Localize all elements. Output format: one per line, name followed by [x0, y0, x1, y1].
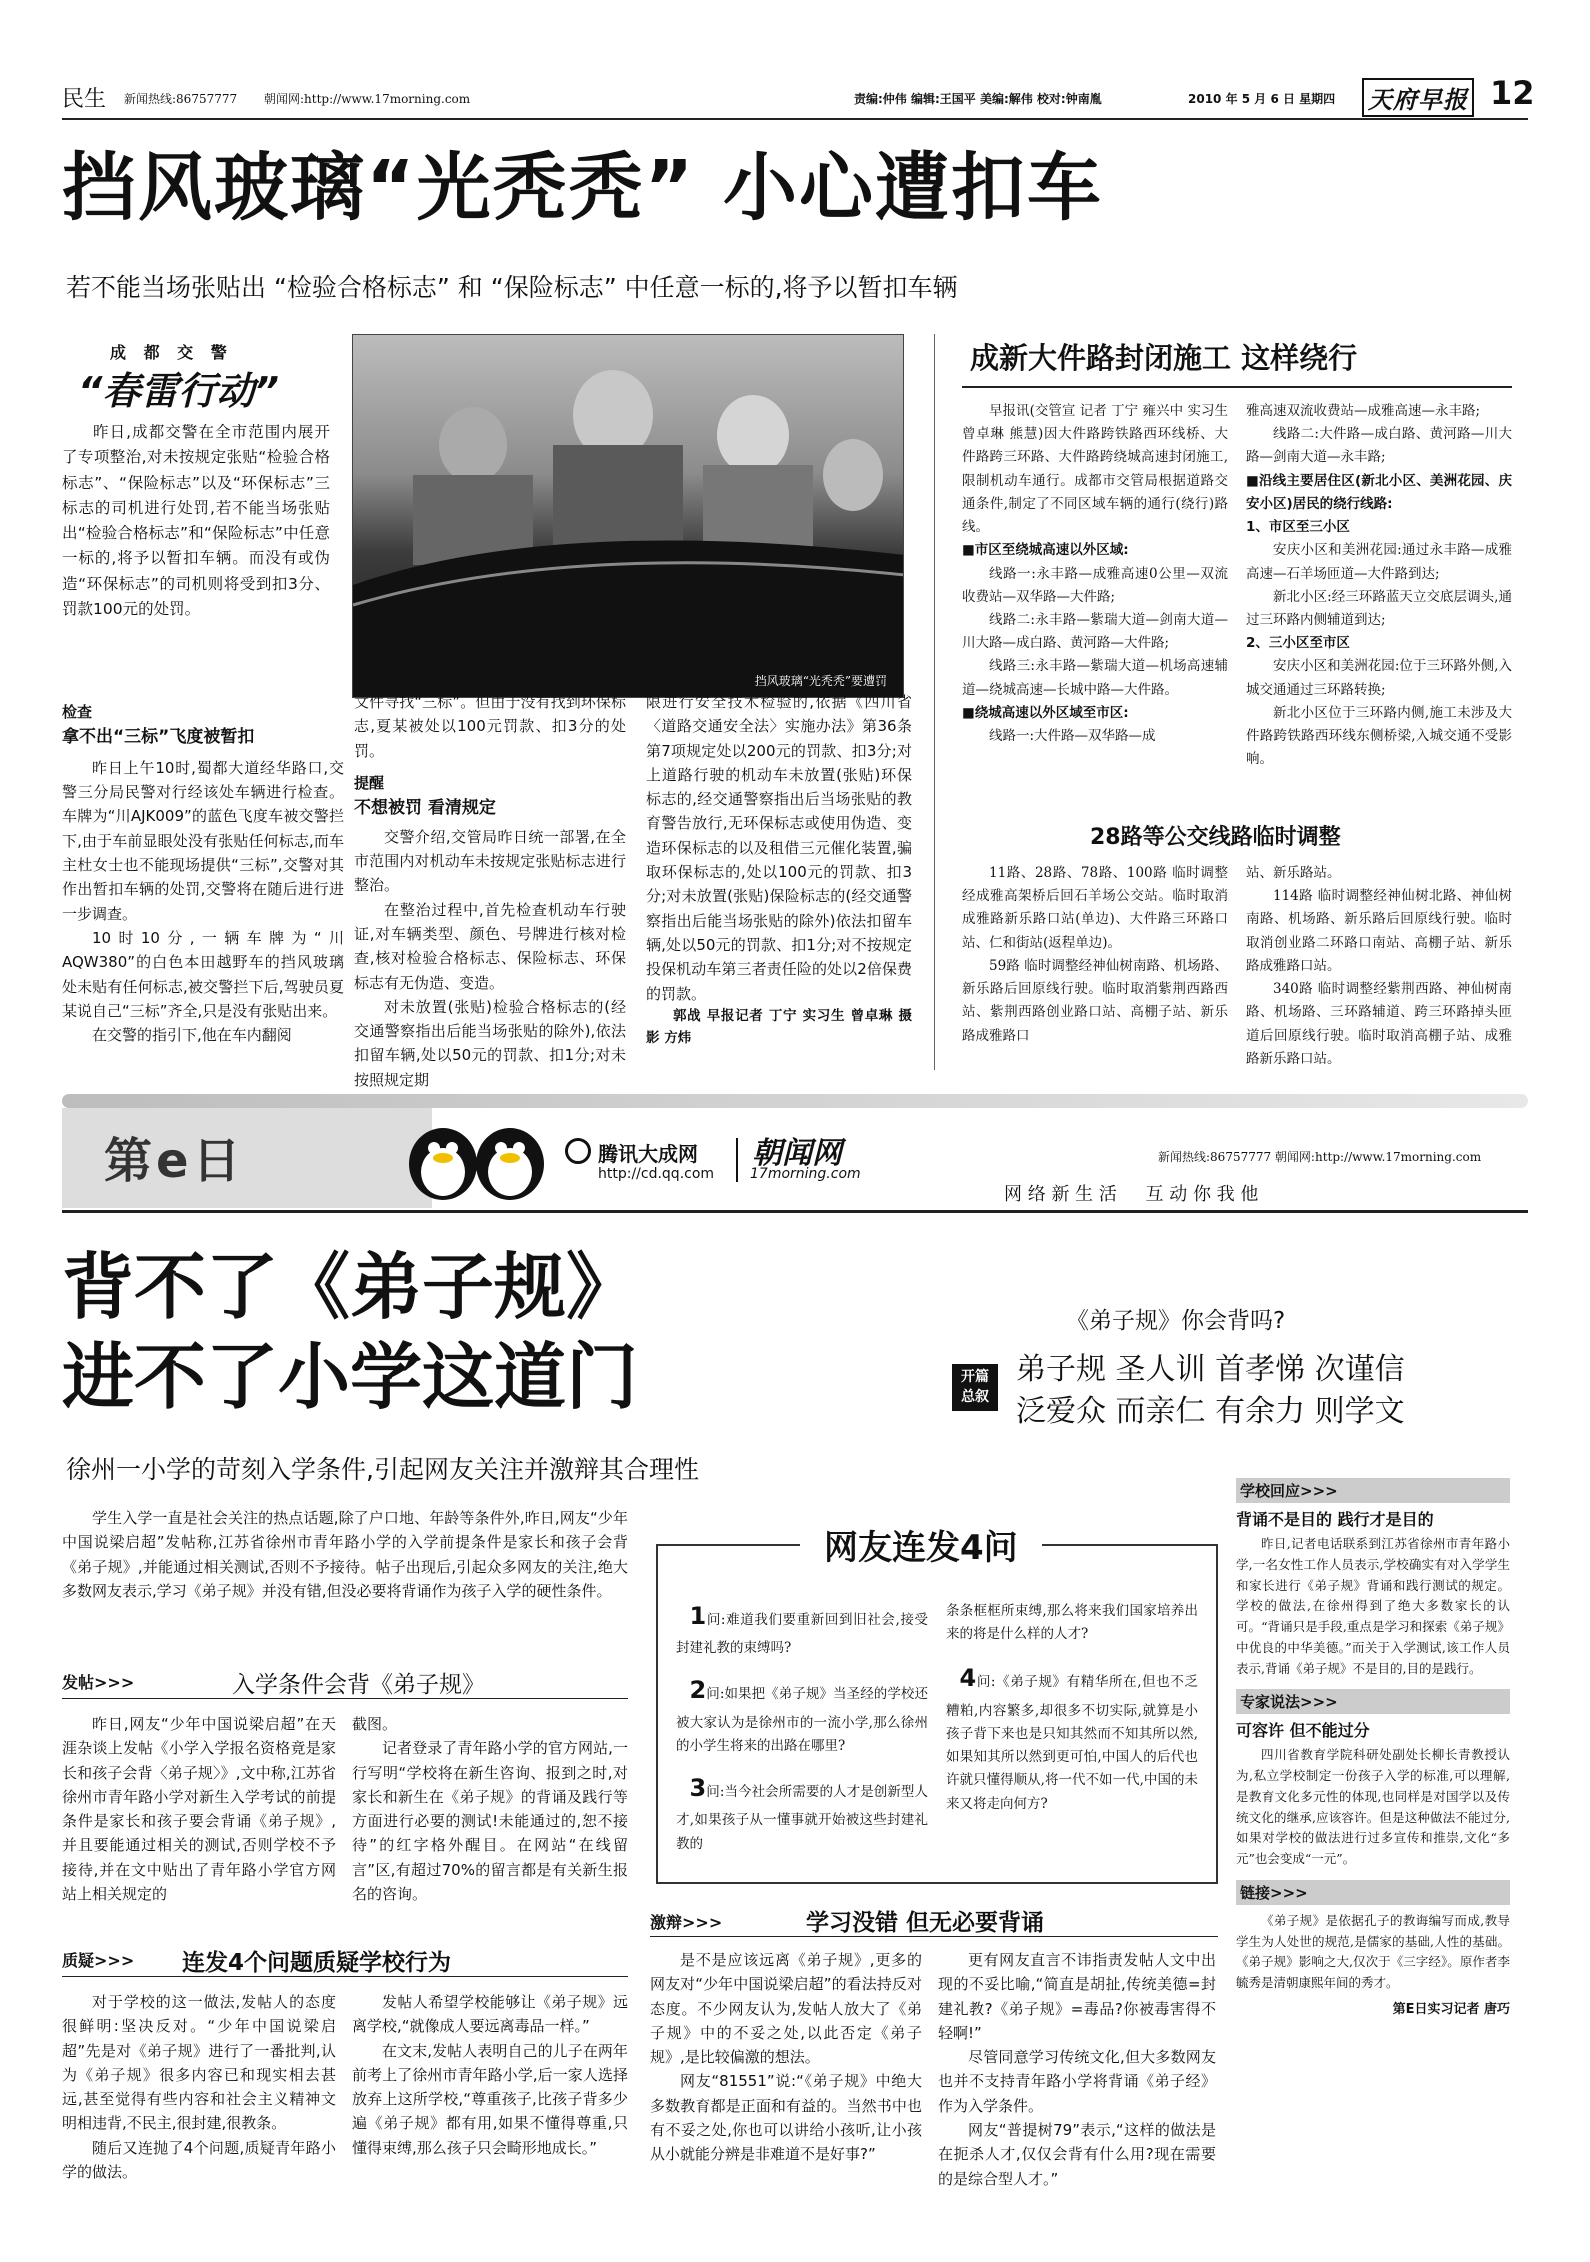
banner-stripe — [62, 1094, 1528, 1108]
side-link-tag: 链接>>> — [1236, 1880, 1510, 1905]
quiz-line-1: 弟子规 圣人训 首孝悌 次谨信 — [1016, 1352, 1405, 1387]
road-heading-2: ■绕城高速以外区域至市区: — [962, 704, 1129, 721]
road-col-1 — [962, 400, 1228, 748]
question-4-text: 问:《弟子规》有精华所在,但也不乏糟粕,内容繁多,却很多不切实际,就算是小孩子背下来也是只知其然而不知其所以然,如果知其所以然到更可怕,中国人的后代也许就只懂得顺从,将一代不如一代,中国的未来又将走向何方? — [946, 1674, 1198, 1812]
bottom-subhead: 徐州一小学的苛刻入学条件,引起网友关注并激辩其合理性 — [66, 1455, 699, 1484]
brand-logo — [104, 1122, 245, 1192]
remind-tag: 提醒 — [354, 773, 385, 792]
bottom-intro — [62, 1506, 628, 1603]
question-3-continued: 条条框框所束缚,那么将来我们国家培养出来的将是什么样的人才? — [946, 1603, 1198, 1643]
debate-para-1: 是不是应该远离《弟子规》,更多的网友对“少年中国说梁启超”的看法持反对态度。不少网友认为,发帖人放大了《弟子规》中的不妥之处,以此否定《弟子规》,是比较偏激的想法。 — [650, 1951, 922, 2067]
brand-text: 第e日 — [104, 1133, 245, 1189]
partner-url: http://cd.qq.com — [598, 1166, 715, 1182]
regulation-section — [646, 690, 912, 1050]
questions-col-2 — [946, 1600, 1198, 1816]
banner-hotline: 新闻热线:86757777 朝闻网:http://www.17morning.com — [1158, 1150, 1482, 1164]
road-heading-3: ■沿线主要居住区(新北小区、美洲花园、庆安小区)居民的绕行线路: — [1246, 472, 1512, 512]
side-school-text: 昨日,记者电话联系到江苏省徐州市青年路小学,一名女性工作人员表示,学校确实有对入学学生和家长进行《弟子规》背诵和践行测试的规定。学校的做法,在徐州得到了绝大多数家长的认可。“背诵只是手段,重点是学习和探索《弟子规》中优良的中华美德。”而关于入学测试,该工作人员表示,背诵《弟子规》不是目的,目的是践行。 — [1236, 1536, 1510, 1676]
penguin-icon — [398, 1110, 558, 1204]
question-1-number: 1 — [689, 1602, 707, 1630]
check-para-1: 昨日上午10时,蜀都大道经华路口,交警三分局民警对行经该处车辆进行检查。车牌为“川AJK009”的蓝色飞度车被交警拦下,由于车前显眼处没有张贴任何标志,而车主杜女士也不能现场提供“三标”,交警对其作出暂扣车辆的处罚,交警将在随后进行进一步调查。 — [62, 758, 344, 923]
q-col-1 — [62, 1990, 336, 2184]
q-para-1: 对于学校的这一做法,发帖人的态度很鲜明:坚决反对。“少年中国说梁启超”先是对《弟子规》进行了一番批判,认为《弟子规》很多内容已和现实相去甚远,甚至觉得有些内容和社会主义精神文明相违背,不民主,很封建,很教条。 — [62, 1993, 336, 2133]
check-para-2: 10时10分,一辆车牌为“川AQW380”的白色本田越野车的挡风玻璃处未贴有任何标志,被交警拦下后,驾驶员夏某说自己“三标”齐全,只是没有张贴出来。 — [62, 928, 344, 1020]
top-subhead: 若不能当场张贴出 “检验合格标志” 和 “保险标志” 中任意一标的,将予以暂扣车辆 — [66, 273, 958, 302]
page-number: 12 — [1490, 74, 1535, 112]
bus-para-5: 340路 临时调整经紫荆西路、神仙树南路、机场路、三环路辅道、跨三环路掉头匝道后回原线行驶。临时取消高棚子站、成雅路新乐路口站。 — [1246, 981, 1512, 1067]
post-col-1 — [62, 1712, 336, 1906]
partner2-url: 17morning.com — [750, 1166, 861, 1182]
page-header — [62, 70, 1535, 120]
road-closure-title: 成新大件路封闭施工 这样绕行 — [970, 341, 1358, 375]
partner-name: 腾讯大成网 — [598, 1142, 698, 1166]
debate-title: 学习没错 但无必要背诵 — [806, 1910, 1045, 1936]
quiz-tag: 开篇总叙 — [952, 1364, 998, 1411]
side-link-text: 《弟子规》是依据孔子的教诲编写而成,教导学生为人处世的规范,是儒家的基础,人性的基础。《弟子规》影响之大,仅次于《三字经》。原作者李毓秀是清朝康熙年间的秀才。 — [1236, 1912, 1510, 1990]
bottom-intro-text: 学生入学一直是社会关注的热点话题,除了户口地、年龄等条件外,昨日,网友“少年中国说梁启超”发帖称,江苏省徐州市青年路小学的入学前提条件是家长和孩子会背《弟子规》,并能通过相关测试,否则不予接待。帖子出现后,引起众多网友的关注,绝大多数网友表示,学习《弟子规》并没有错,但没必要将背诵作为孩子入学的硬性条件。 — [62, 1509, 628, 1600]
questions-col-1 — [676, 1596, 928, 1856]
q-para-2: 随后又连抛了4个问题,质疑青年路小学的做法。 — [62, 2138, 336, 2182]
question-3 — [676, 1768, 928, 1856]
bottom-headline-2: 进不了小学这道门 — [62, 1335, 639, 1419]
col2-para-2: 交警介绍,交管局昨日统一部署,在全市范围内对机动车未按规定张贴标志进行整治。 — [354, 827, 626, 895]
q-title: 连发4个问题质疑学校行为 — [182, 1950, 452, 1976]
header-editors: 责编:仲伟 编辑:王国平 美编:解伟 校对:钟南胤 — [854, 92, 1102, 106]
col3-para-1: 限进行安全技术检验的,依据《四川省〈道路交通安全法〉实施办法》第36条第7项规定处以200元的罚款、扣3分;对上道路行驶的机动车未放置(张贴)环保标志的,经交通警察指出后当场张贴的教育警告放行,无环保标志或使用伪造、变造环保标志的以及租借三元催化装置,骗取环保标志的,处以100元的罚款、扣3分;对未放置(张贴)保险标志的(经交通警察指出后能当场张贴的除外)依法扣留车辆,处以50元的罚款、扣1分;对不按规定投保机动车第三者责任险的处以2倍保费的罚款。 — [646, 693, 912, 1003]
road-line-9: 安庆小区和美洲花园:位于三环路外侧,入城交通通过三环路转换; — [1246, 658, 1512, 698]
header-date: 2010 年 5 月 6 日 星期四 — [1188, 92, 1336, 106]
road-heading-4: 1、市区至三小区 — [1246, 519, 1350, 536]
side-school-tag: 学校回应>>> — [1236, 1478, 1510, 1503]
q-rule — [62, 1976, 628, 1977]
side-link-body — [1236, 1911, 1510, 1994]
side-school-body — [1236, 1534, 1510, 1679]
question-4 — [946, 1658, 1198, 1815]
photo-caption: 挡风玻璃“光秃秃”要遭罚 — [754, 674, 887, 688]
bus-title: 28路等公交线路临时调整 — [1090, 825, 1341, 850]
bus-para-3: 站、新乐路站。 — [1246, 865, 1341, 881]
road-col-2 — [1246, 400, 1512, 772]
top-intro-text: 昨日,成都交警在全市范围内展开了专项整治,对未按规定张贴“检验合格标志”、“保险标志”以及“环保标志”三标志的司机进行处罚,若不能当场张贴出“检验合格标志”和“保险标志”中任意一标的,将予以暂扣车辆。而没有或伪造“环保标志”的司机则将受到扣3分、罚款100元的处罚。 — [62, 423, 330, 618]
debate-col-1 — [650, 1948, 922, 2167]
q-para-3: 发帖人希望学校能够让《弟子规》远离学校,“就像成人要远离毒品一样。” — [352, 1993, 628, 2036]
header-hotline: 新闻热线:86757777 — [124, 92, 238, 106]
road-line-3: 线路三:永丰路—紫瑞大道—机场高速辅道—绕城高速—长城中路—大件路。 — [962, 658, 1228, 698]
question-1 — [676, 1596, 928, 1660]
check-section — [62, 700, 344, 1047]
check-para-3: 在交警的指引下,他在车内翻阅 — [92, 1026, 292, 1045]
road-line-7: 安庆小区和美洲花园:通过永丰路—成雅高速—石羊场匝道—大件路到达; — [1246, 542, 1512, 582]
debate-para-2: 网友“81551”说:“《弟子规》中绝大多数教育都是正面和有益的。当然书中也有不妥之处,你也可以讲给小孩听,让小孩从小就能分辨是非难道不是好事?” — [650, 2072, 922, 2164]
debate-rule — [650, 1936, 1218, 1937]
bus-para-1: 11路、28路、78路、100路 临时调整经成雅高架桥后回石羊场公交站。临时取消成雅路新乐路口站(单边)、大件路三环路口站、仁和街站(返程单边)。 — [962, 865, 1228, 951]
partner-divider — [736, 1138, 738, 1182]
road-line-5: 雅高速双流收费站—成雅高速—永丰路; — [1246, 403, 1481, 419]
post-rule — [62, 1698, 628, 1699]
road-line-10: 新北小区位于三环路内侧,施工未涉及大件路跨铁路西环线东侧桥梁,入城交通不受影响。 — [1246, 704, 1512, 768]
sidebar — [1236, 1478, 1510, 2017]
side-school-title: 背诵不是目的 践行才是目的 — [1236, 1510, 1434, 1529]
remind-section — [354, 690, 626, 1092]
question-3-number: 3 — [689, 1774, 707, 1803]
side-byline: 第E日实习记者 唐巧 — [1392, 2001, 1510, 2017]
debate-para-4: 尽管同意学习传统文化,但大多数网友也并不支持青年路小学将背诵《弟子经》作为入学条件。 — [938, 2048, 1216, 2115]
road-heading-5: 2、三小区至市区 — [1246, 635, 1350, 652]
question-1-text: 问:难道我们要重新回到旧社会,接受封建礼教的束缚吗? — [676, 1612, 928, 1657]
question-2-text: 问:如果把《弟子规》当圣经的学校还被大家认为是徐州市的一流小学,那么徐州的小学生将来的出路在哪里? — [676, 1686, 928, 1754]
question-2 — [676, 1670, 928, 1758]
post-para-3: 记者登录了青年路小学的官方网站,一行写明“学校将在新生咨询、报到之时,对家长和新生在《弟子规》的背诵及践行等方面进行必要的测试!未能通过的,恕不接待”的红字格外醒目。在网站“在线留言”区,有超过70%的留言都是有关新生报名的咨询。 — [352, 1739, 628, 1904]
side-expert-body — [1236, 1745, 1510, 1870]
photo-scene — [353, 335, 904, 698]
col2-para-3: 在整治过程中,首先检查机动车行驶证,对车辆类型、颜色、号牌进行核对检查,核对检验合格标志、保险标志、环保标志有无伪造、变造。 — [354, 900, 626, 992]
section-name: 民生 — [62, 87, 107, 112]
column-divider — [934, 334, 935, 1070]
road-intro: 早报讯(交管宣 记者 丁宁 雍兴中 实习生 曾卓琳 熊慧)因大件路跨铁路西环线桥、大件路跨三环路、大件路跨绕城高速封闭施工,限制机动车通行。成都市交管局根据道路交通条件,制定了不同区域车辆的通行(绕行)路线。 — [962, 403, 1228, 536]
road-line-6: 线路二:大件路—成白路、黄河路—川大路—剑南大道—永丰路; — [1246, 426, 1512, 466]
post-col-2 — [352, 1712, 628, 1906]
debate-para-5: 网友“普提树79”表示,“这样的做法是在扼杀人才,仅仅会背有什么用?现在需要的是综合型人才。” — [938, 2121, 1216, 2188]
top-intro — [62, 420, 330, 622]
debate-col-2 — [938, 1948, 1216, 2191]
post-title: 入学条件会背《弟子规》 — [232, 1672, 485, 1698]
post-para-2: 截图。 — [352, 1715, 398, 1733]
top-headline: 挡风玻璃“光秃秃” 小心遭扣车 — [62, 145, 1104, 231]
debate-para-3: 更有网友直言不讳指责发帖人文中出现的不妥比喻,“简直是胡扯,传统美德=封建礼教?《弟子规》=毒品?你被毒害得不轻啊!” — [938, 1951, 1216, 2042]
bus-para-2: 59路 临时调整经神仙树南路、机场路、新乐路后回原线行驶。临时取消紫荆西路西站、紫荆西路创业路口站、高棚子站、新乐路成雅路口 — [962, 957, 1228, 1044]
quiz-line-2: 泛爱众 而亲仁 有余力 则学文 — [1016, 1394, 1405, 1429]
paper-logo: 天府早报 — [1362, 78, 1474, 117]
question-2-number: 2 — [689, 1676, 707, 1705]
q-tag: 质疑>>> — [62, 1951, 135, 1970]
bus-col-1 — [962, 862, 1228, 1048]
campaign-kicker: 成 都 交 警 — [110, 343, 233, 362]
post-para-1: 昨日,网友“少年中国说梁启超”在天涯杂谈上发帖《小学入学报名资格竟是家长和孩子会背〈弟子规〉》,文中称,江苏省徐州市青年路小学对新生入学考试的前提条件是家长和孩子要会背诵《弟子规》,并且要能通过相关的测试,否则学校不予接待,并在文中贴出了青年路小学官方网站上相关规定的 — [62, 1715, 336, 1904]
question-3-text: 问:当今社会所需要的人才是创新型人才,如果孩子从一懂事就开始被这些封建礼教的 — [676, 1784, 928, 1852]
check-title: 拿不出“三标”飞度被暂扣 — [62, 727, 255, 748]
q-para-4: 在文末,发帖人表明自己的儿子在两年前考上了徐州市青年路小学,后一家人选择放弃上这所学校,“尊重孩子,比孩子背多少遍《弟子规》都有用,如果不懂得尊重,只懂得束缚,那么孩子只会畸形地成长。” — [352, 2041, 628, 2157]
road-title-rule — [962, 386, 1512, 388]
side-expert-tag: 专家说法>>> — [1236, 1689, 1510, 1714]
quiz-title: 《弟子规》你会背吗? — [1066, 1308, 1286, 1334]
banner-rule — [62, 1210, 1528, 1213]
questions-box-title: 网友连发4问 — [800, 1520, 1042, 1569]
bottom-headline-1: 背不了《弟子规》 — [62, 1245, 639, 1329]
banner-slogan: 网 络 新 生 活 互 动 你 我 他 — [1004, 1184, 1259, 1205]
post-tag: 发帖>>> — [62, 1673, 135, 1692]
road-heading-1: ■市区至绕城高速以外区域: — [962, 542, 1129, 559]
road-line-2: 线路二:永丰路—紫瑞大道—剑南大道—川大路—成白路、黄河路—大件路; — [962, 611, 1228, 652]
side-expert-title: 可容许 但不能过分 — [1236, 1721, 1370, 1741]
bus-col-2 — [1246, 862, 1512, 1071]
check-tag: 检查 — [62, 703, 93, 721]
campaign-title: “春雷行动” — [78, 369, 279, 413]
col2-para-1: 文件寻找“三标”。但由于没有找到环保标志,夏某被处以100元罚款、扣3分的处罚。 — [354, 693, 626, 760]
road-line-8: 新北小区:经三环路蓝天立交底层调头,通过三环路内侧辅道到达; — [1246, 588, 1512, 628]
road-line-1: 线路一:永丰路—成雅高速0公里—双流收费站—双华路—大件路; — [962, 565, 1228, 605]
question-4-number: 4 — [959, 1664, 977, 1693]
side-expert-text: 四川省教育学院科研处副处长柳长青教授认为,私立学校制定一份孩子入学的标准,可以理解,是教育文化多元性的体现,也同样是对国学以及传统文化的继承,应该容许。但是这种做法不能过分,如果对学校的做法进行过多宣传和推崇,文化“多元”也会变成“一元”。 — [1236, 1747, 1510, 1866]
q-col-2 — [352, 1990, 628, 2160]
col2-para-4: 对未放置(张贴)检验合格标志的(经交通警察指出后能当场张贴的除外),依法扣留车辆,处以50元的罚款、扣1分;对未按照规定期 — [354, 997, 626, 1089]
debate-tag: 激辩>>> — [650, 1913, 723, 1932]
top-byline: 郭战 早报记者 丁宁 实习生 曾卓琳 摄影 方炜 — [646, 1007, 912, 1046]
remind-title: 不想被罚 看清规定 — [354, 798, 496, 819]
partner2-name: 朝闻网 — [752, 1136, 842, 1171]
header-website: 朝闻网:http://www.17morning.com — [264, 92, 471, 106]
bus-para-4: 114路 临时调整经神仙树北路、神仙树南路、机场路、新乐路后回原线行驶。临时取消创业路二环路口南站、高棚子站、新乐路成雅路口站。 — [1246, 888, 1512, 974]
qq-logo-icon — [565, 1138, 591, 1164]
road-line-4: 线路一:大件路—双华路—成 — [989, 728, 1156, 745]
news-photo — [352, 334, 904, 698]
